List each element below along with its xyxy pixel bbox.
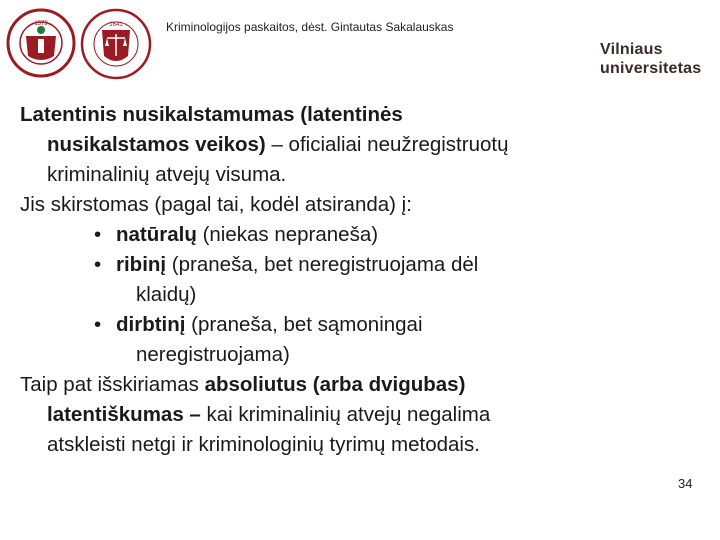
list-item-term: dirbtinį: [116, 313, 186, 336]
term-continued: nusikalstamos veikos): [47, 133, 266, 156]
definition-line-2: [20, 133, 508, 156]
definition-text: – oficialiai neužregistruotų: [265, 133, 509, 156]
absolute-line-3: atskleisti netgi ir kriminologinių tyrimų metodais.: [47, 433, 480, 456]
bullet-mark: •: [94, 253, 102, 276]
brand-line-2: universitetas: [600, 60, 702, 77]
term-latency: latentiškumas –: [47, 403, 201, 426]
slide-body: [20, 100, 710, 460]
absolute-line-2: [20, 403, 490, 426]
absolute-intro-text: Taip pat išskiriamas: [20, 373, 205, 396]
university-brand: [600, 40, 701, 78]
absolute-text: kai kriminalinių atvejų negalima: [200, 403, 491, 426]
law-faculty-seal-logo: [80, 8, 152, 80]
list-item-text: (praneša, bet sąmoningai: [185, 313, 423, 336]
classification-list: [20, 220, 710, 370]
svg-text:1641: 1641: [109, 22, 123, 28]
list-item-term: natūralų: [116, 223, 197, 246]
term-latentinis: Latentinis nusikalstamumas (latentinės: [20, 103, 403, 126]
list-item-continuation: neregistruojama): [136, 343, 290, 366]
bullet-mark: •: [94, 313, 102, 336]
list-item-artificial: [20, 310, 710, 370]
list-item-text: (niekas nepraneša): [196, 223, 379, 246]
vilnius-university-seal-logo: [6, 8, 76, 78]
classification-intro: Jis skirstomas (pagal tai, kodėl atsiranda) į:: [20, 193, 412, 216]
list-item-text: (praneša, bet neregistruojama dėl: [166, 253, 479, 276]
page-number: 34: [678, 476, 693, 491]
list-item-term: ribinį: [116, 253, 167, 276]
svg-text:1579: 1579: [34, 21, 48, 27]
list-item-continuation: klaidų): [136, 283, 197, 306]
definition-paragraph: [20, 100, 710, 190]
term-absolute: absoliutus (arba dvigubas): [204, 373, 466, 396]
absolute-latency-paragraph: [20, 370, 710, 460]
list-item-natural: [20, 220, 710, 250]
bullet-mark: •: [94, 223, 102, 246]
list-item-marginal: [20, 250, 710, 310]
brand-line-1: Vilniaus: [600, 41, 663, 58]
course-header: Kriminologijos paskaitos, dėst. Gintautas Sakalauskas: [166, 20, 454, 34]
definition-line-3: kriminalinių atvejų visuma.: [47, 163, 287, 186]
